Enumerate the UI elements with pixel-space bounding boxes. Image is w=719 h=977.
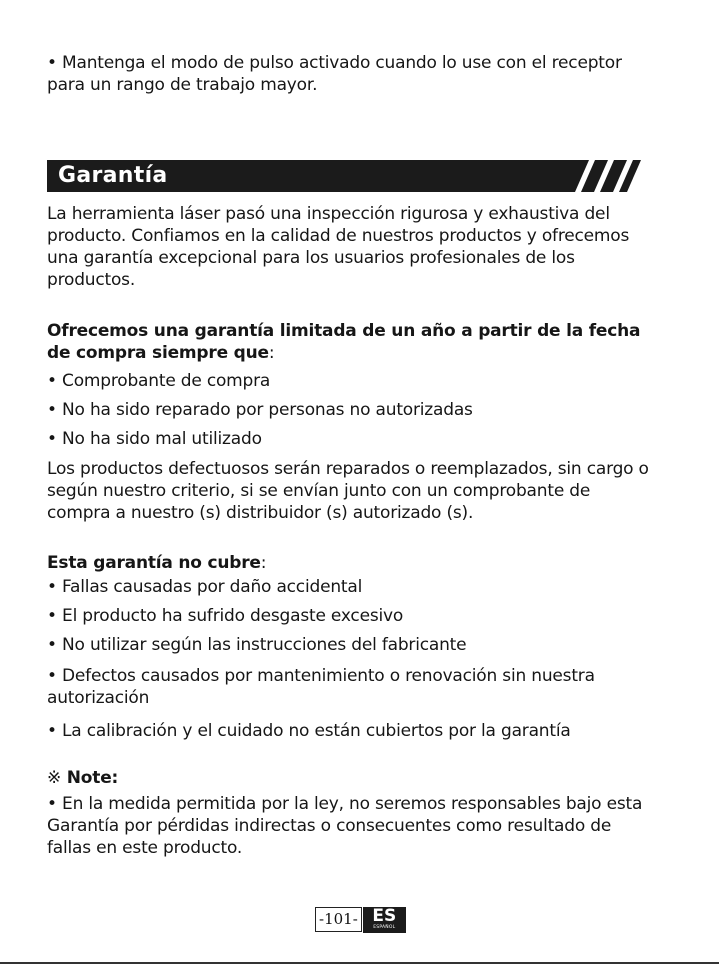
intro-paragraph: La herramienta láser pasó una inspección rigurosa y exhaustiva del producto. Confiamos en la calidad de nuestros productos y ofrecemos una garantía excepcional para los usuarios profesionales de los productos. (47, 204, 630, 290)
exclusion-item: • No utilizar según las instrucciones del fabricante (47, 635, 467, 655)
warranty-heading-text: Ofrecemos una garantía limitada de un año a partir de la fecha de compra siempre que (47, 321, 641, 363)
warranty-heading (47, 320, 657, 364)
exclusion-item: • La calibración y el cuidado no están cubiertos por la garantía (47, 721, 571, 741)
section-title: Garantía (58, 163, 168, 188)
language-code: ES (372, 906, 397, 926)
condition-item: • No ha sido reparado por personas no autorizadas (47, 400, 473, 420)
exclusion-item: • El producto ha sufrido desgaste excesivo (47, 606, 404, 626)
note-paragraph: • En la medida permitida por la ley, no seremos responsables bajo esta Garantía por pérdidas indirectas o consecuentes como resultado de fallas en este producto. (47, 794, 643, 858)
page-number: -101- (315, 907, 362, 932)
language-name: ESPAÑOL (373, 925, 396, 930)
page-footer (315, 907, 406, 933)
pulse-mode-bullet: • Mantenga el modo de pulso activado cuando lo use con el receptor para un rango de trabajo mayor. (47, 53, 622, 95)
note-label: Note: (66, 768, 119, 788)
section-banner (47, 158, 641, 194)
repair-paragraph: Los productos defectuosos serán reparados o reemplazados, sin cargo o según nuestro criterio, si se envían junto con un comprobante de compra a nuestro (s) distribuidor (s) autorizado (s). (47, 459, 649, 523)
language-badge (363, 907, 406, 933)
exclusions-heading (47, 552, 657, 574)
exclusions-heading-text: Esta garantía no cubre (47, 553, 261, 573)
note-heading (47, 767, 657, 789)
condition-item: • No ha sido mal utilizado (47, 429, 262, 449)
exclusion-item: • Defectos causados por mantenimiento o renovación sin nuestra autorización (47, 666, 595, 708)
reference-mark-icon: ※ (47, 768, 62, 788)
bottom-rule (0, 962, 719, 964)
exclusions-heading-colon: : (260, 553, 267, 573)
condition-item: • Comprobante de compra (47, 371, 271, 391)
warranty-heading-colon: : (268, 343, 275, 363)
exclusion-item: • Fallas causadas por daño accidental (47, 577, 363, 597)
